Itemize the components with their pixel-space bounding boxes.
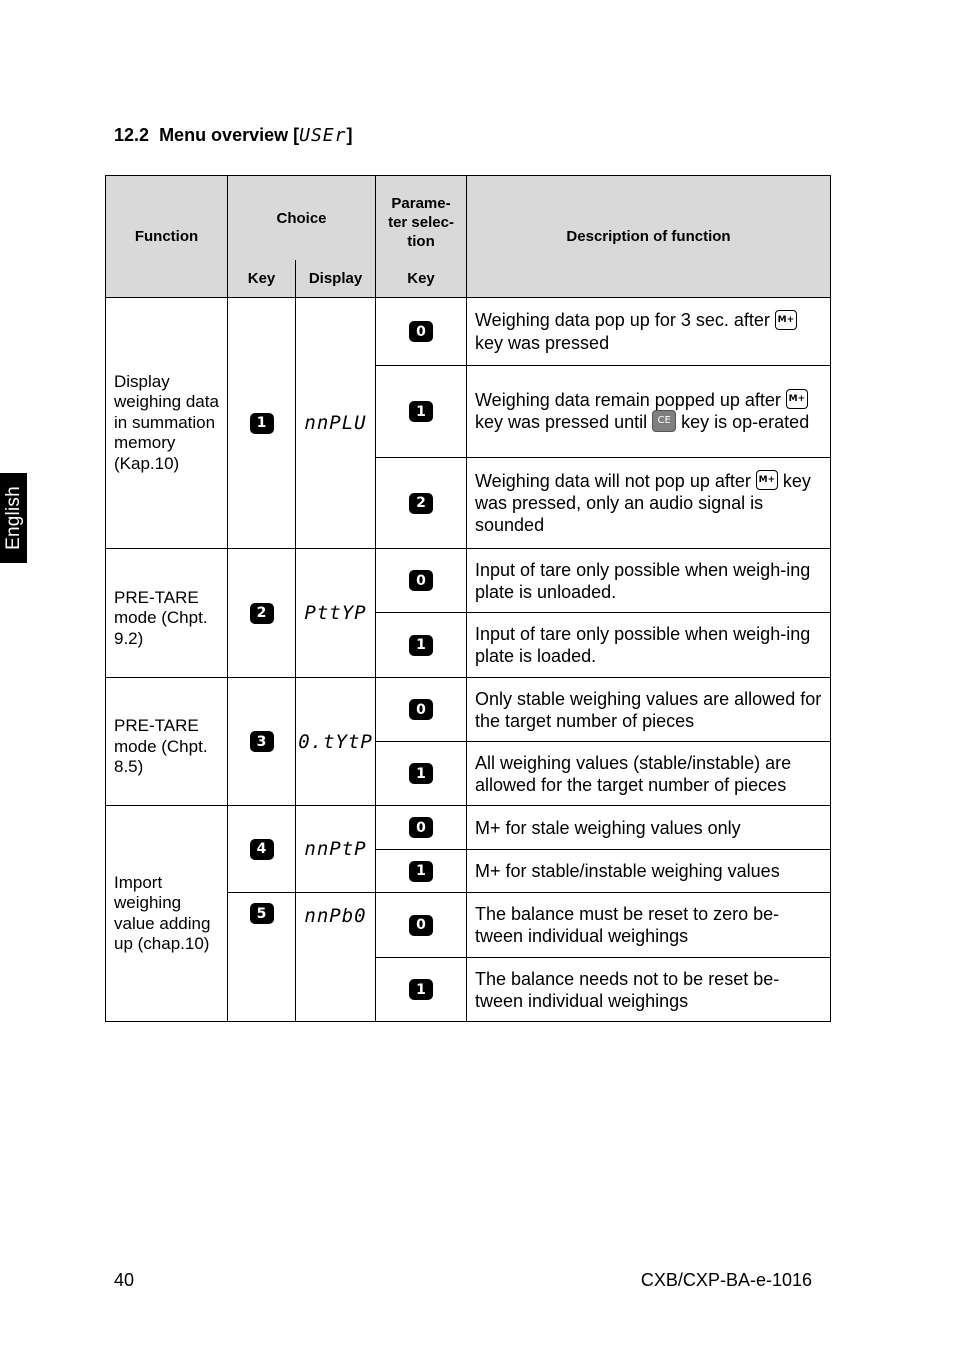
- description-cell: [467, 366, 831, 458]
- header-display: Display: [296, 260, 376, 298]
- choice-key-cell: [228, 893, 296, 1022]
- description-cell: Input of tare only possible when weigh-ing plate is loaded.: [467, 613, 831, 678]
- description-text: key was pressed, only an audio signal is sounded: [475, 470, 811, 536]
- language-tab: [0, 473, 27, 563]
- key-button: 2: [250, 603, 274, 624]
- display-cell: [296, 678, 376, 806]
- param-key-button: 2: [409, 493, 433, 514]
- choice-key-cell: [228, 549, 296, 678]
- table-row: [106, 678, 831, 742]
- display-cell: [296, 298, 376, 549]
- document-code: CXB/CXP-BA-e-1016: [640, 1270, 812, 1290]
- display-code: nnPtP: [304, 838, 367, 860]
- display-code: nnPb0: [304, 905, 367, 927]
- description-cell: Only stable weighing values are allowed for the target number of pieces: [467, 678, 831, 742]
- display-cell: [296, 549, 376, 678]
- description-text: Weighing data will not pop up after: [475, 470, 751, 491]
- key-button: 5: [250, 903, 274, 924]
- description-cell: The balance must be reset to zero be-tween individual weighings: [467, 893, 831, 958]
- header-choice: Choice: [228, 176, 376, 261]
- param-cell: [376, 806, 467, 850]
- menu-overview-table: [105, 175, 831, 1022]
- function-cell: PRE-TARE mode (Chpt. 9.2): [106, 549, 228, 678]
- param-cell: [376, 613, 467, 678]
- description-cell: All weighing values (stable/instable) are allowed for the target number of pieces: [467, 742, 831, 806]
- param-cell: [376, 958, 467, 1022]
- m-plus-key-icon: M+: [786, 389, 808, 409]
- section-number: 12.2: [114, 125, 150, 145]
- ce-key-icon: CE: [652, 410, 676, 432]
- param-cell: [376, 298, 467, 366]
- param-cell: [376, 366, 467, 458]
- page-number: 40: [114, 1270, 135, 1290]
- param-cell: [376, 549, 467, 613]
- key-button: 1: [250, 413, 274, 434]
- description-cell: M+ for stale weighing values only: [467, 806, 831, 850]
- description-text: key is op-erated: [681, 412, 810, 432]
- display-code: PttYP: [304, 602, 367, 624]
- param-key-button: 0: [409, 321, 433, 342]
- description-cell: Input of tare only possible when weigh-ing plate is unloaded.: [467, 549, 831, 613]
- display-cell: [296, 893, 376, 1022]
- choice-key-cell: [228, 806, 296, 893]
- param-key-button: 0: [409, 915, 433, 936]
- choice-key-cell: [228, 298, 296, 549]
- description-text: Weighing data remain popped up after: [475, 389, 781, 410]
- param-key-button: 1: [409, 635, 433, 656]
- m-plus-key-icon: M+: [775, 310, 797, 330]
- description-cell: The balance needs not to be reset be-tween individual weighings: [467, 958, 831, 1022]
- param-cell: [376, 742, 467, 806]
- description-cell: [467, 458, 831, 549]
- function-cell: PRE-TARE mode (Chpt. 8.5): [106, 678, 228, 806]
- m-plus-key-icon: M+: [756, 470, 778, 490]
- param-key-button: 1: [409, 979, 433, 1000]
- display-cell: [296, 806, 376, 893]
- header-function: Function: [106, 176, 228, 298]
- param-key-button: 0: [409, 570, 433, 591]
- header-param-key: Key: [376, 260, 467, 298]
- param-cell: [376, 893, 467, 958]
- description-text: key was pressed: [475, 332, 610, 353]
- section-heading: Menu overview [: [159, 125, 300, 145]
- header-parameter-selection: Parame- ter selec- tion: [376, 176, 467, 261]
- description-text: key was pressed until: [475, 412, 648, 432]
- function-cell: Display weighing data in summation memory (Kap.10): [106, 298, 228, 549]
- menu-display-code: USEr: [299, 125, 347, 146]
- table-row: [106, 298, 831, 366]
- param-key-button: 1: [409, 861, 433, 882]
- section-title: [114, 125, 352, 146]
- function-cell: Import weighing value adding up (chap.10): [106, 806, 228, 1022]
- key-button: 3: [250, 731, 274, 752]
- param-cell: [376, 458, 467, 549]
- language-tab-label: English: [2, 486, 24, 550]
- key-button: 4: [250, 839, 274, 860]
- choice-key-cell: [228, 678, 296, 806]
- param-key-button: 0: [409, 817, 433, 838]
- section-heading-close: ]: [346, 125, 353, 145]
- param-key-button: 0: [409, 699, 433, 720]
- display-code: nnPLU: [304, 412, 367, 434]
- description-cell: M+ for stable/instable weighing values: [467, 850, 831, 893]
- param-key-button: 1: [409, 401, 433, 422]
- table-row: [106, 549, 831, 613]
- param-cell: [376, 850, 467, 893]
- param-key-button: 1: [409, 763, 433, 784]
- display-code: 0.tYtP: [298, 730, 373, 753]
- description-cell: [467, 298, 831, 366]
- header-key: Key: [228, 260, 296, 298]
- param-cell: [376, 678, 467, 742]
- header-description: Description of function: [467, 176, 831, 298]
- description-text: Weighing data pop up for 3 sec. after: [475, 310, 770, 331]
- table-row: [106, 806, 831, 850]
